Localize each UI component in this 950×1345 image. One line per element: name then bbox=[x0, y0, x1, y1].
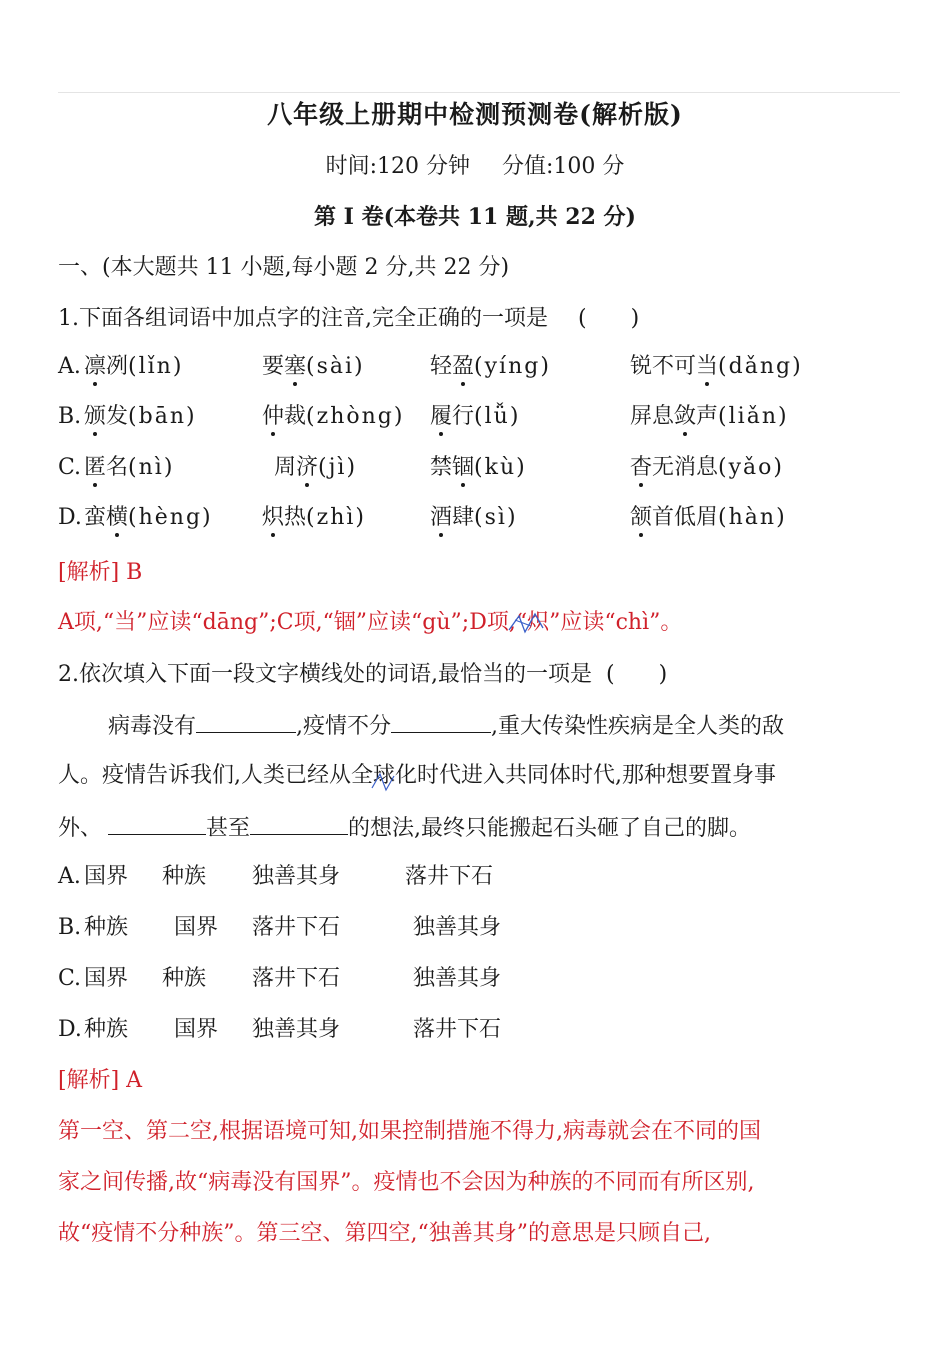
word-text: 轻 bbox=[430, 354, 453, 379]
blank-2 bbox=[391, 710, 491, 733]
blank-4 bbox=[250, 812, 348, 835]
dotted-character: 盈 bbox=[452, 352, 474, 382]
option-label: D. bbox=[58, 1017, 82, 1042]
option-word bbox=[430, 503, 518, 533]
word-text: 禁 bbox=[430, 455, 453, 480]
answer-value: B bbox=[126, 560, 143, 585]
option-word: 种族 bbox=[162, 966, 207, 991]
option-word bbox=[274, 453, 357, 483]
option-label: B. bbox=[58, 404, 82, 429]
passage-text: 病毒没有 bbox=[108, 714, 197, 739]
option-word bbox=[84, 352, 183, 382]
word-text: 行 bbox=[452, 404, 475, 429]
pinyin: (hèng) bbox=[128, 505, 213, 530]
option-word: 种族 bbox=[84, 1017, 129, 1042]
question-2-stem bbox=[58, 660, 667, 690]
option-label: C. bbox=[58, 966, 82, 991]
blank-1 bbox=[196, 710, 296, 733]
option-word: 落井下石 bbox=[405, 864, 494, 889]
word-text: 发 bbox=[106, 404, 129, 429]
dotted-character: 杳 bbox=[630, 453, 652, 483]
passage-line-1 bbox=[108, 710, 784, 742]
passage-text: ,重大传染性疾病是全人类的敌 bbox=[491, 714, 785, 739]
dotted-character: 履 bbox=[430, 402, 452, 432]
option-word: 种族 bbox=[84, 915, 129, 940]
answer-value: A bbox=[126, 1068, 143, 1093]
dotted-character: 塞 bbox=[284, 352, 306, 382]
time-score-line bbox=[0, 152, 950, 182]
pinyin: (hàn) bbox=[718, 505, 787, 530]
section-heading: 一、(本大题共 11 小题,每小题 2 分,共 22 分) bbox=[58, 255, 510, 280]
option-word bbox=[630, 352, 803, 382]
option-label: C. bbox=[58, 455, 82, 480]
pinyin: (yǎo) bbox=[718, 455, 784, 480]
option-word bbox=[262, 402, 404, 432]
option-word bbox=[84, 453, 174, 483]
option-word bbox=[84, 503, 213, 533]
answer-1 bbox=[58, 558, 142, 588]
option-word bbox=[262, 352, 365, 382]
word-text: 名 bbox=[106, 455, 129, 480]
option-word bbox=[630, 453, 784, 483]
word-text: 锐不可 bbox=[630, 354, 697, 379]
option-word bbox=[630, 503, 787, 533]
passage-text: 甚至 bbox=[206, 816, 251, 841]
option-word bbox=[430, 352, 551, 382]
option-word: 国界 bbox=[84, 966, 129, 991]
pinyin: (bān) bbox=[128, 404, 197, 429]
word-text: 无消息 bbox=[652, 455, 719, 480]
pinyin: (sài) bbox=[306, 354, 365, 379]
dotted-character: 敛 bbox=[674, 402, 696, 432]
passage-line-3 bbox=[58, 812, 751, 844]
option-word bbox=[84, 402, 197, 432]
option-word: 落井下石 bbox=[252, 915, 341, 940]
word-text: 肆 bbox=[452, 505, 475, 530]
part-heading: 第 Ⅰ 卷(本卷共 11 题,共 22 分) bbox=[314, 204, 636, 230]
explanation-2-line-2: 家之间传播,故“病毒没有国界”。疫情也不会因为种族的不同而有所区别, bbox=[58, 1170, 755, 1195]
option-word: 国界 bbox=[174, 1017, 219, 1042]
option-word: 落井下石 bbox=[252, 966, 341, 991]
option-label: A. bbox=[58, 354, 81, 379]
answer-bracket: ( ) bbox=[606, 662, 668, 687]
option-label: D. bbox=[58, 505, 82, 530]
word-text: 冽 bbox=[106, 354, 129, 379]
dotted-character: 锢 bbox=[452, 453, 474, 483]
pinyin: (dǎng) bbox=[718, 354, 803, 379]
dotted-character: 颁 bbox=[84, 402, 106, 432]
header-rule bbox=[58, 92, 900, 93]
pinyin: (jì) bbox=[318, 455, 358, 480]
dotted-character: 酒 bbox=[430, 503, 452, 533]
passage-text: 的想法,最终只能搬起石头砸了自己的脚。 bbox=[348, 816, 752, 841]
dotted-character: 凛 bbox=[84, 352, 106, 382]
pinyin: (lǚ) bbox=[474, 404, 521, 429]
word-text: 蛮 bbox=[84, 505, 107, 530]
word-text: 屏息 bbox=[630, 404, 675, 429]
pinyin: (zhòng) bbox=[306, 404, 405, 429]
scribble-mark bbox=[505, 608, 555, 638]
dotted-character: 当 bbox=[696, 352, 718, 382]
dotted-character: 匿 bbox=[84, 453, 106, 483]
question-2-text: 2.依次填入下面一段文字横线处的词语,最恰当的一项是 bbox=[58, 662, 592, 687]
pinyin: (liǎn) bbox=[718, 404, 789, 429]
answer-label: [解析] bbox=[58, 560, 120, 585]
option-word: 独善其身 bbox=[413, 966, 502, 991]
pinyin: (nì) bbox=[128, 455, 175, 480]
dotted-character: 仲 bbox=[262, 402, 284, 432]
passage-text: 外、 bbox=[58, 816, 103, 841]
option-label: B. bbox=[58, 915, 82, 940]
option-word: 独善其身 bbox=[252, 864, 341, 889]
time-info: 时间:120 分钟 bbox=[325, 154, 470, 179]
scribble-mark bbox=[368, 768, 398, 794]
pinyin: (kù) bbox=[474, 455, 527, 480]
pinyin: (zhì) bbox=[306, 505, 366, 530]
option-word bbox=[430, 402, 520, 432]
answer-label: [解析] bbox=[58, 1068, 120, 1093]
dotted-character: 横 bbox=[106, 503, 128, 533]
explanation-2-line-1: 第一空、第二空,根据语境可知,如果控制措施不得力,病毒就会在不同的国 bbox=[58, 1119, 761, 1144]
blank-3 bbox=[108, 812, 206, 835]
dotted-character: 颔 bbox=[630, 503, 652, 533]
question-1-text: 1.下面各组词语中加点字的注音,完全正确的一项是 bbox=[58, 306, 548, 331]
explanation-1: A项,“当”应读“dāng”;C项,“锢”应读“gù”;D项,“炽”应读“chì”。 bbox=[58, 610, 683, 635]
passage-line-2: 人。疫情告诉我们,人类已经从全球化时代进入共同体时代,那种想要置身事 bbox=[58, 763, 776, 788]
dotted-character: 济 bbox=[296, 453, 318, 483]
word-text: 热 bbox=[284, 505, 307, 530]
option-word: 独善其身 bbox=[252, 1017, 341, 1042]
pinyin: (sì) bbox=[474, 505, 518, 530]
word-text: 声 bbox=[696, 404, 719, 429]
answer-2 bbox=[58, 1066, 142, 1096]
word-text: 裁 bbox=[284, 404, 307, 429]
word-text: 首低眉 bbox=[652, 505, 719, 530]
page-title: 八年级上册期中检测预测卷(解析版) bbox=[267, 100, 683, 129]
option-word: 种族 bbox=[162, 864, 207, 889]
option-word bbox=[430, 453, 527, 483]
question-1-stem bbox=[58, 304, 639, 334]
option-word bbox=[262, 503, 366, 533]
score-info: 分值:100 分 bbox=[502, 154, 625, 179]
option-word: 独善其身 bbox=[413, 915, 502, 940]
pinyin: (yíng) bbox=[474, 354, 551, 379]
answer-bracket: ( ) bbox=[578, 306, 640, 331]
option-word: 落井下石 bbox=[413, 1017, 502, 1042]
word-text: 要 bbox=[262, 354, 285, 379]
option-word bbox=[630, 402, 789, 432]
option-word: 国界 bbox=[174, 915, 219, 940]
pinyin: (lǐn) bbox=[128, 354, 184, 379]
explanation-2-line-3: 故“疫情不分种族”。第三空、第四空,“独善其身”的意思是只顾自己, bbox=[58, 1221, 711, 1246]
option-label: A. bbox=[58, 864, 81, 889]
dotted-character: 炽 bbox=[262, 503, 284, 533]
passage-text: ,疫情不分 bbox=[296, 714, 392, 739]
option-word: 国界 bbox=[84, 864, 129, 889]
word-text: 周 bbox=[274, 455, 297, 480]
